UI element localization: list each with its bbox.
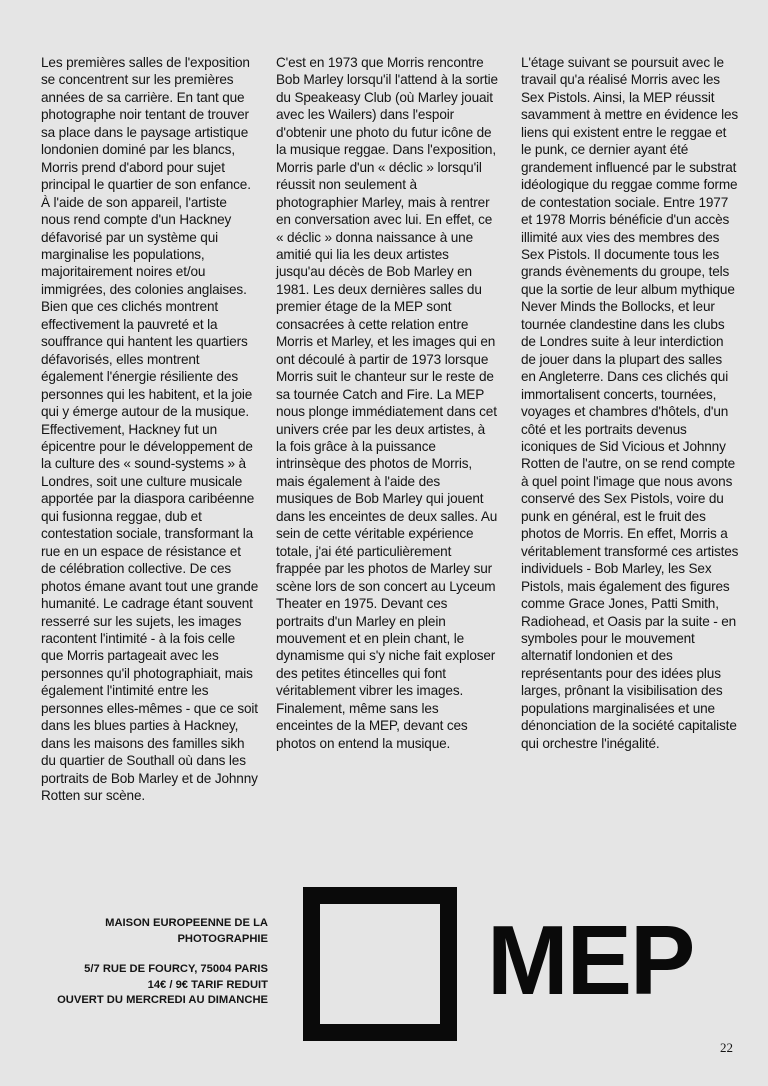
museum-address-info: 5/7 RUE DE FOURCY, 75004 PARIS 14€ / 9€ TARIF REDUIT OUVERT DU MERCREDI AU DIMANCHE — [57, 963, 268, 1006]
article-column-1: Les premières salles de l'exposition se concentrent sur les premières années de sa carrière. En tant que photographe noir tentant de trouver sa place dans le paysage artistique londonien dominé par les blancs, Morris prend d'abord pour sujet principal le quartier de son enfance. À l'aide de son appareil, l'artiste nous rend compte d'un Hackney défavorisé par un système qui marginalise les populations, majoritairement noires et/ou immigrées, des colonies anglaises. Bien que ces clichés montrent effectivement la pauvreté et la souffrance qui hantent les quartiers défavorisés, elles montrent également l'énergie résiliente des personnes qui les habitent, et la joie qui y émerge autour de la musique. Effectivement, Hackney fut un épicentre pour le développement de la culture des « sound-systems » à Londres, soit une culture musicale apportée par la diaspora caribéenne qui fusionna reggae, dub et contestation sociale, transformant la rue en un espace de résistance et de célébration collective. De ces photos émane avant tout une grande humanité. Le cadrage étant souvent resserré sur les sujets, les images racontent l'intimité - à la fois celle que Morris partageait avec les personnes qu'il photographiait, mais également l'intimité entre les personnes elles-mêmes - que ce soit dans les blues parties à Hackney, dans les maisons des familles sikh du quartier de Southall où dans les portraits de Bob Marley et de Johnny Rotten sur scène. — [41, 55, 259, 804]
mep-logo-square-icon — [303, 887, 457, 1041]
museum-name: MAISON EUROPEENNE DE LA PHOTOGRAPHIE — [105, 917, 268, 945]
article-column-2: C'est en 1973 que Morris rencontre Bob Marley lorsqu'il l'attend à la sortie du Speakeasy Club (où Marley jouait avec les Wailers) dans l'espoir d'obtenir une photo du futur icône de la musique reggae. Dans l'exposition, Morris parle d'un « déclic » lorsqu'il réussit non seulement à photographier Marley, mais à rentrer en conversation avec lui. En effet, ce « déclic » donna naissance à une amitié qui lia les deux artistes jusqu'au décès de Bob Marley en 1981. Les deux dernières salles du premier étage de la MEP sont consacrées à cette relation entre Morris et Marley, et les images qui en ont découlé à partir de 1973 lorsque Morris suit le chanteur sur le reste de sa tournée Catch and Fire. La MEP nous plonge immédiatement dans cet univers crée par les deux artistes, à la fois grâce à la puissance intrinsèque des photos de Morris, mais également à l'aide des musiques de Bob Marley qui jouent dans les enceintes de deux salles. Au sein de cette véritable expérience totale, j'ai été particulièrement frappée par les photos de Marley sur scène lors de son concert au Lyceum Theater en 1975. Devant ces portraits d'un Marley en plein mouvement et en plein chant, le dynamisme qui s'y niche fait exploser des petites étincelles qui font véritablement vibrer les images. Finalement, même sans les enceintes de la MEP, devant ces photos on entend la musique. — [276, 55, 498, 751]
mep-logo-text: MEP — [487, 905, 694, 1015]
page-number: 22 — [720, 1040, 733, 1055]
article-column-3: L'étage suivant se poursuit avec le travail qu'a réalisé Morris avec les Sex Pistols. Ainsi, la MEP réussit savamment à mettre en évidence les liens qui existent entre le reggae et le punk, ce dernier ayant été grandement influencé par le substrat idéologique du reggae comme forme de contestation sociale. Entre 1977 et 1978 Morris bénéficie d'un accès illimité aux vies des membres des Sex Pistols. Il documente tous les grands évènements du groupe, tels que la sortie de leur album mythique Never Minds the Bollocks, et leur tournée clandestine dans les clubs de Londres suite à leur interdiction de jouer dans la plupart des salles en Angleterre. Dans ces clichés qui immortalisent concerts, tournées, voyages et chambres d'hôtels, d'un côté et les portraits devenus iconiques de Sid Vicious et Johnny Rotten de l'autre, on se rend compte à quel point l'image que nous avons conservé des Sex Pistols, voire du punk en général, est le fruit des photos de Morris. En effet, Morris a véritablement transformé ces artistes individuels - Bob Marley, les Sex Pistols, mais également des figures comme Grace Jones, Patti Smith, Radiohead, et Oasis par la suite - en symboles pour le mouvement alternatif londonien et des représentants pour des idées plus larges, prônant la visibilisation des populations marginalisées et une dénonciation de la société capitaliste qui orchestre l'inégalité. — [521, 55, 739, 751]
